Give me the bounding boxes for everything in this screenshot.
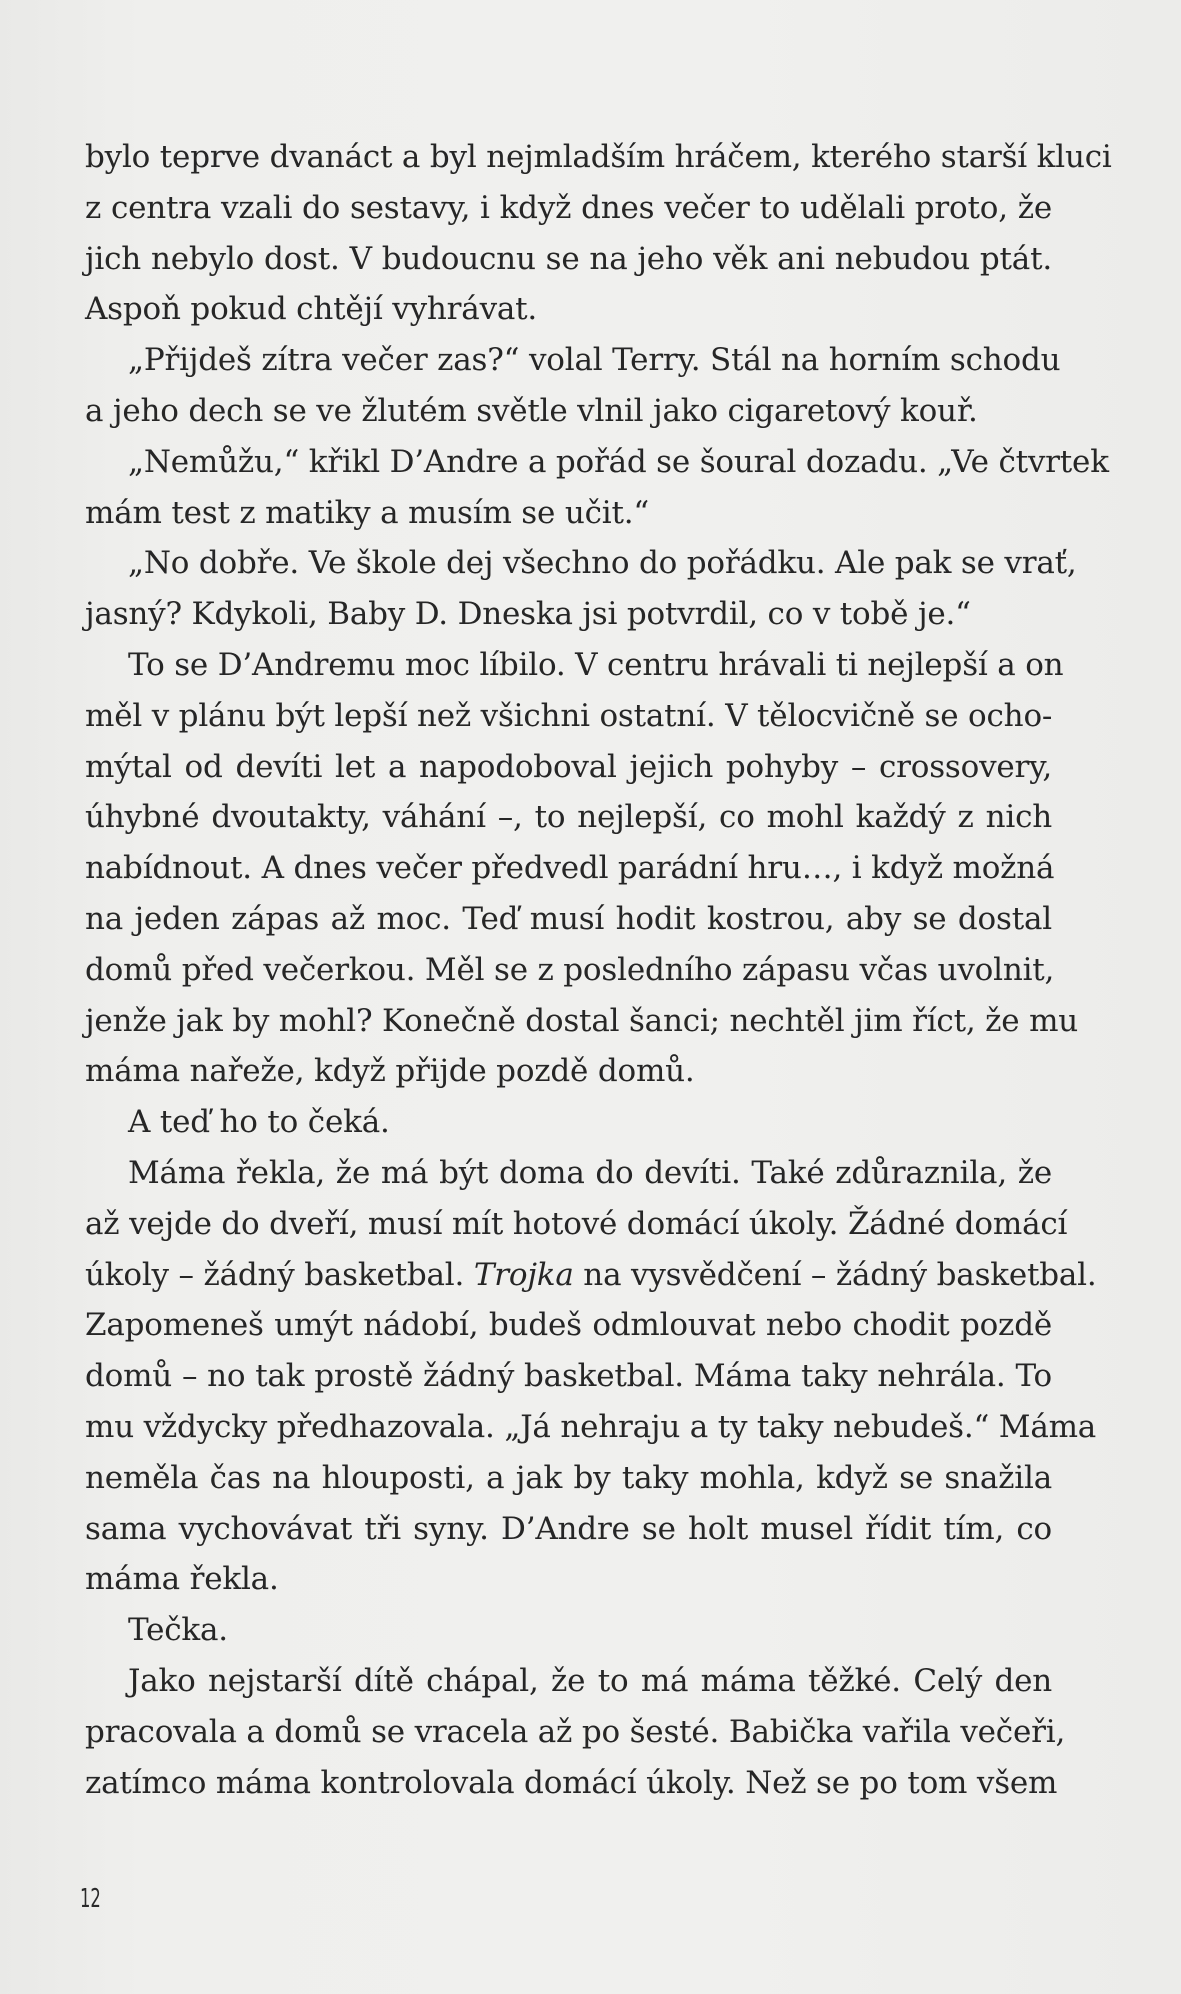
text-line: na jeden zápas až moc. Teď musí hodit kostrou, aby se dostal [85,900,1052,937]
text-line: pracovala a domů se vracela až po šesté. Babička vařila večeři, [85,1713,1066,1750]
text-line: Máma řekla, že má být doma do devíti. Také zdůraznila, že [128,1154,1052,1191]
text-line: z centra vzali do sestavy, i když dnes večer to udělali proto, že [85,189,1052,226]
text-line: sama vychovávat tři syny. D’Andre se holt musel řídit tím, co [85,1510,1052,1547]
page-number: 12 [80,1884,101,1914]
text-line: jasný? Kdykoli, Baby D. Dneska jsi potvrdil, co v tobě je.“ [85,596,971,633]
text-line: zatímco máma kontrolovala domácí úkoly. Než se po tom všem [85,1764,1058,1801]
text-line: mám test z matiky a musím se učit.“ [85,494,650,531]
text-line: a jeho dech se ve žlutém světle vlnil jako cigaretový kouř. [85,392,978,429]
text-line: jenže jak by mohl? Konečně dostal šanci; nechtěl jim říct, že mu [85,1002,1079,1039]
text-line: nabídnout. A dnes večer předvedl parádní hru…, i když možná [85,850,1055,887]
text-line: „Nemůžu,“ křikl D’Andre a pořád se šoural dozadu. „Ve čtvrtek [128,443,1109,480]
emphasis: Trojka [473,1256,574,1293]
text-line: domů před večerkou. Měl se z posledního zápasu včas uvolnit, [85,951,1055,988]
text-line: domů – no tak prostě žádný basketbal. Máma taky nehrála. To [85,1358,1052,1395]
text-line: „Přijdeš zítra večer zas?“ volal Terry. Stál na horním schodu [128,342,1061,379]
text-line: úhybné dvoutakty, váhání –, to nejlepší, co mohl každý z nich [85,799,1052,836]
text-line: Zapomeneš umýt nádobí, budeš odmlouvat nebo chodit pozdě [85,1307,1052,1344]
text-line: mýtal od devíti let a napodoboval jejich pohyby – crossovery, [85,748,1052,785]
text-line: To se D’Andremu moc líbilo. V centru hrávali ti nejlepší a on [128,646,1064,683]
body-text [85,132,1112,1808]
text-line: měl v plánu být lepší než všichni ostatní. V tělocvičně se ocho- [85,697,1053,734]
text-line: máma nařeže, když přijde pozdě domů. [85,1053,695,1090]
text-line: mu vždycky předhazovala. „Já nehraju a ty taky nebudeš.“ Máma [85,1408,1097,1445]
text-line: neměla čas na hlouposti, a jak by taky mohla, když se snažila [85,1459,1052,1496]
text-line: bylo teprve dvanáct a byl nejmladším hráčem, kterého starší kluci [85,139,1112,175]
text-line: jich nebylo dost. V budoucnu se na jeho věk ani nebudou ptát. [85,240,1052,277]
text-line: A teď ho to čeká. [128,1104,390,1141]
text-line: až vejde do dveří, musí mít hotové domácí úkoly. Žádné domácí [85,1205,1068,1242]
text-line: Jako nejstarší dítě chápal, že to má máma těžké. Celý den [128,1662,1052,1699]
text-line: úkoly – žádný basketbal. Trojka na vysvědčení – žádný basketbal. [85,1256,1097,1293]
text-line: „No dobře. Ve škole dej všechno do pořádku. Ale pak se vrať, [128,545,1077,582]
text-line: Tečka. [128,1612,228,1649]
text-line: máma řekla. [85,1561,279,1598]
text-line: Aspoň pokud chtějí vyhrávat. [85,291,538,328]
